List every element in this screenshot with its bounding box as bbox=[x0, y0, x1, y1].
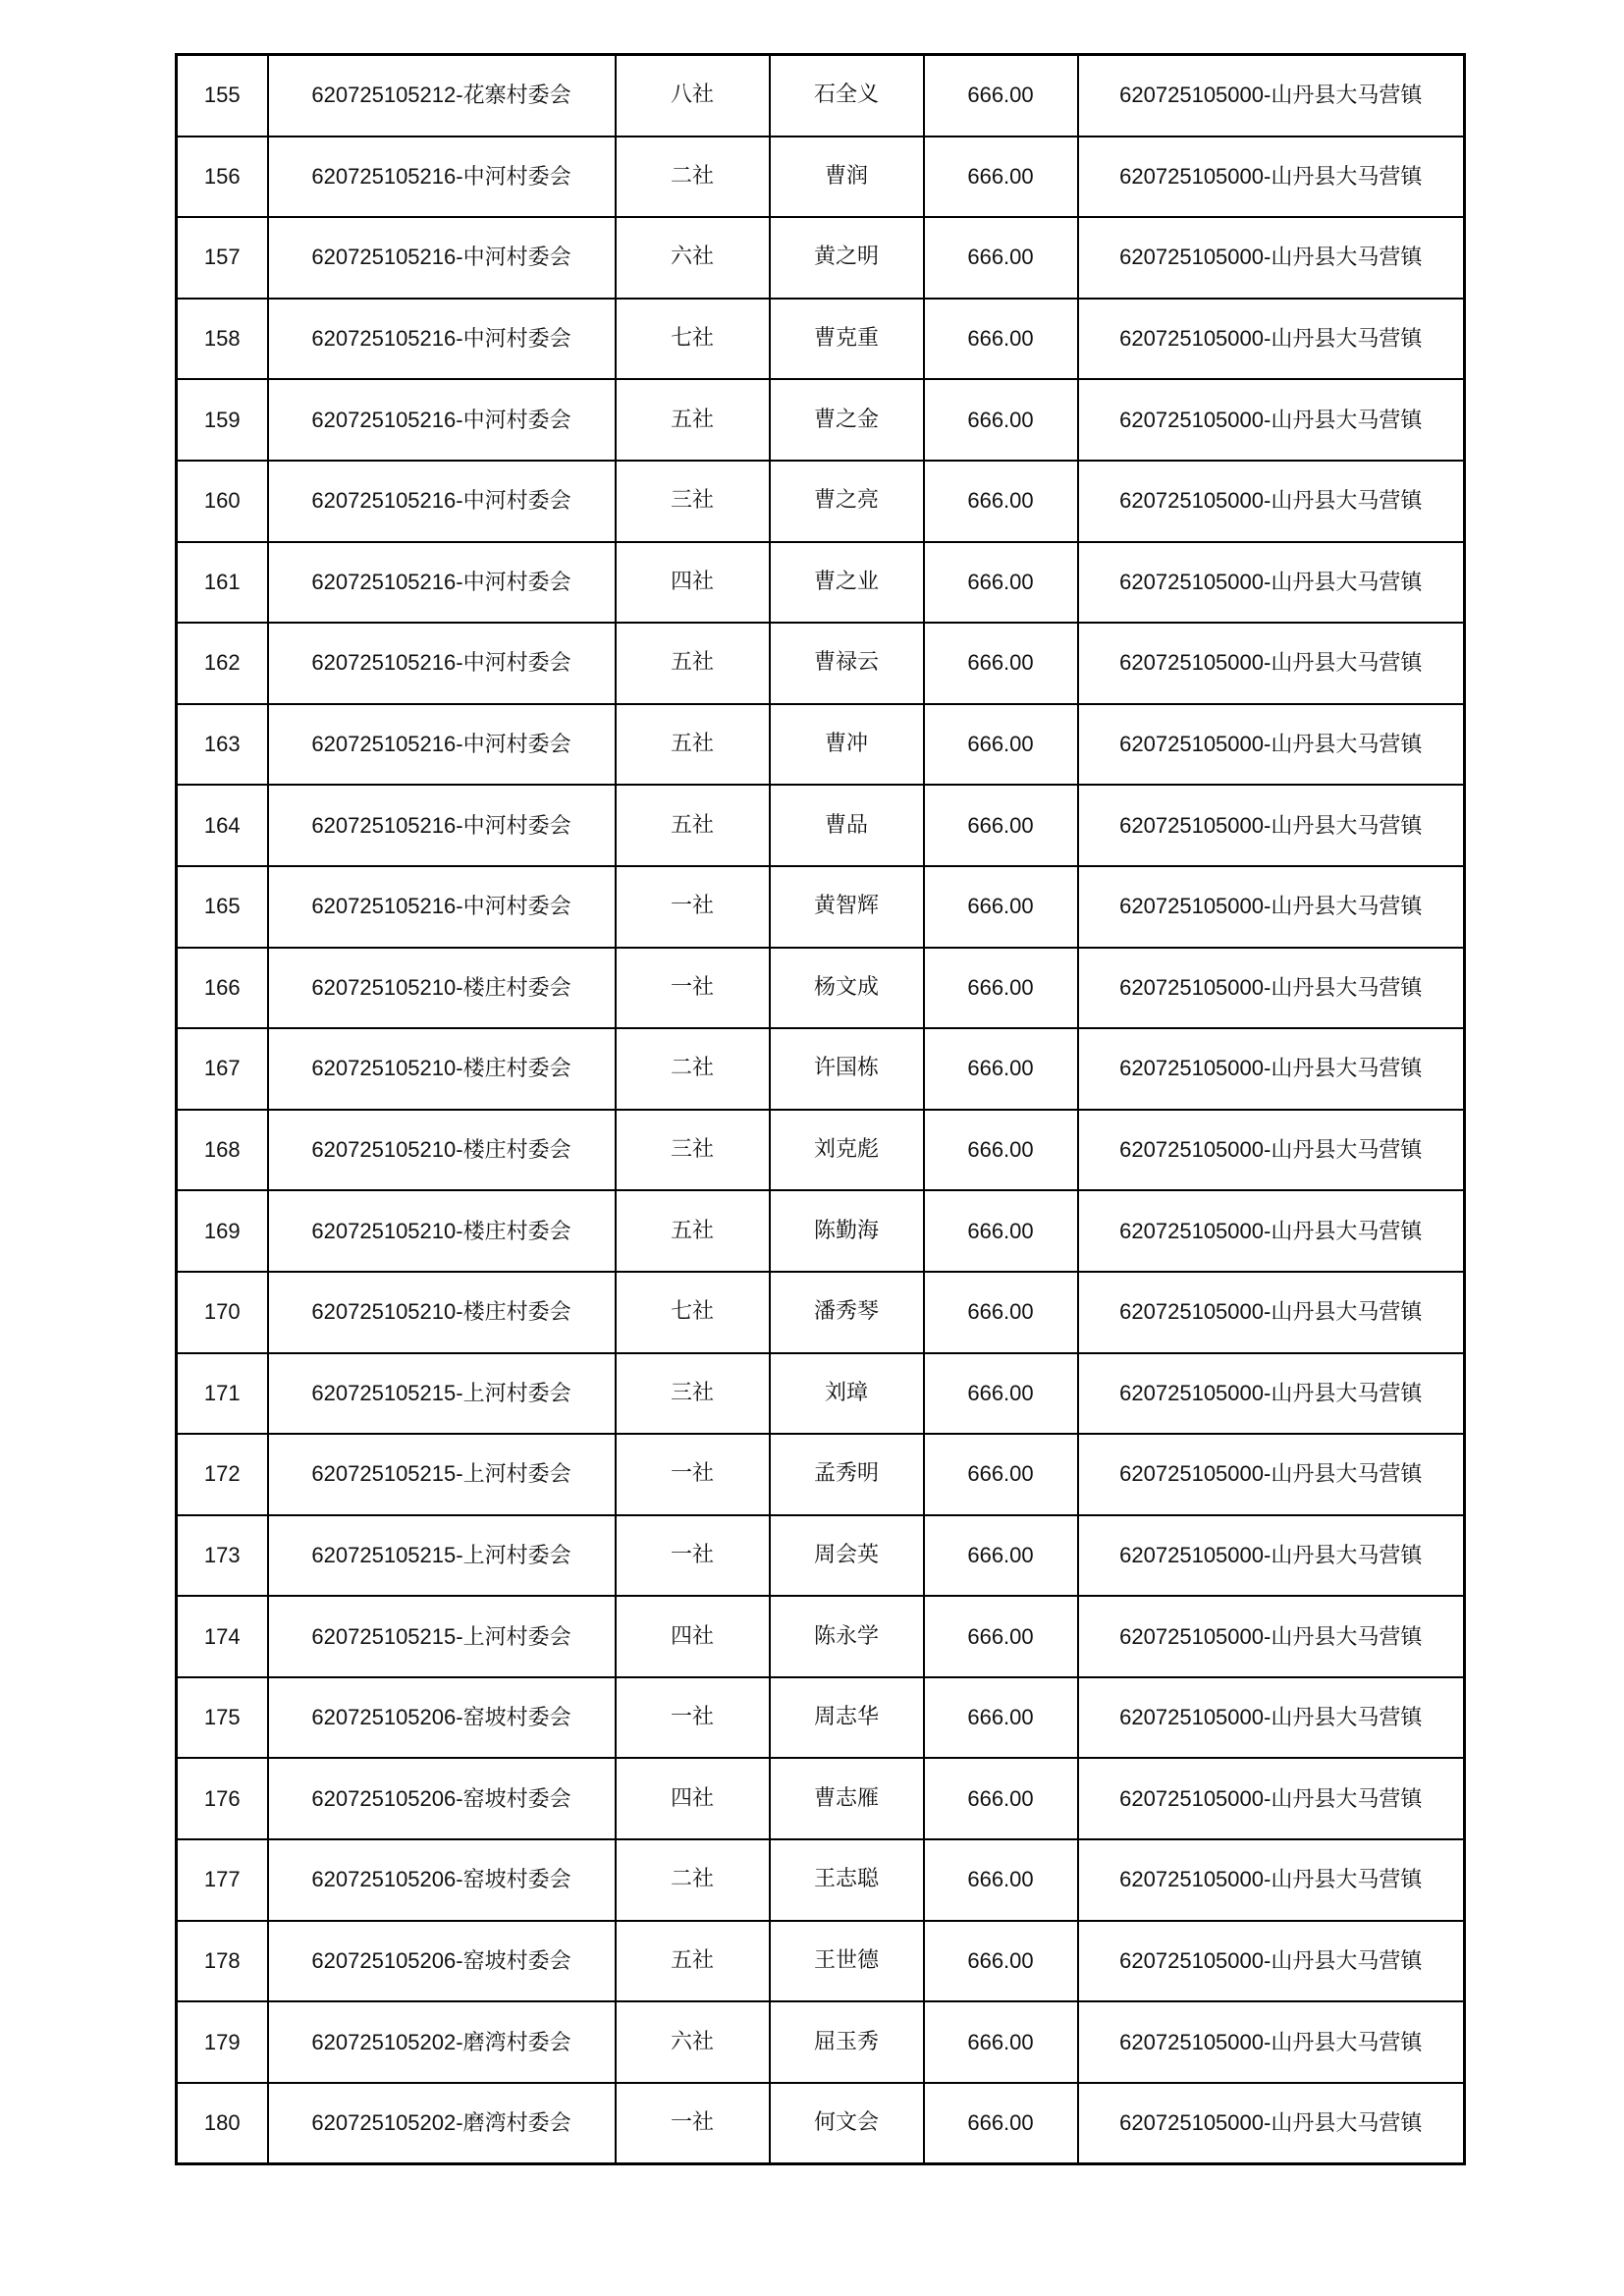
village-group-cell: 二社 bbox=[616, 137, 770, 218]
person-name-cell: 曹之金 bbox=[770, 379, 924, 461]
row-number-cell: 169 bbox=[177, 1190, 268, 1272]
township-cell: 620725105000-山丹县大马营镇 bbox=[1078, 542, 1465, 624]
township-cell: 620725105000-山丹县大马营镇 bbox=[1078, 1110, 1465, 1191]
village-committee-cell: 620725105206-窑坡村委会 bbox=[268, 1677, 616, 1759]
village-group-cell: 八社 bbox=[616, 55, 770, 137]
person-name-cell: 石全义 bbox=[770, 55, 924, 137]
person-name-cell: 黄智辉 bbox=[770, 866, 924, 948]
village-group-cell: 四社 bbox=[616, 1758, 770, 1839]
village-group-cell: 五社 bbox=[616, 1921, 770, 2002]
township-cell: 620725105000-山丹县大马营镇 bbox=[1078, 2083, 1465, 2164]
village-group-cell: 三社 bbox=[616, 461, 770, 542]
village-group-cell: 一社 bbox=[616, 1515, 770, 1597]
subsidy-amount-cell: 666.00 bbox=[924, 1596, 1078, 1677]
village-committee-cell: 620725105210-楼庄村委会 bbox=[268, 1190, 616, 1272]
table-row bbox=[177, 1110, 1465, 1191]
table-row bbox=[177, 2083, 1465, 2164]
village-committee-cell: 620725105216-中河村委会 bbox=[268, 866, 616, 948]
row-number-cell: 165 bbox=[177, 866, 268, 948]
row-number-cell: 175 bbox=[177, 1677, 268, 1759]
table-row bbox=[177, 379, 1465, 461]
row-number-cell: 163 bbox=[177, 704, 268, 786]
person-name-cell: 曹志雁 bbox=[770, 1758, 924, 1839]
village-group-cell: 五社 bbox=[616, 704, 770, 786]
township-cell: 620725105000-山丹县大马营镇 bbox=[1078, 1515, 1465, 1597]
row-number-cell: 172 bbox=[177, 1434, 268, 1515]
village-committee-cell: 620725105216-中河村委会 bbox=[268, 623, 616, 704]
village-committee-cell: 620725105216-中河村委会 bbox=[268, 461, 616, 542]
village-group-cell: 七社 bbox=[616, 1272, 770, 1353]
subsidy-amount-cell: 666.00 bbox=[924, 1677, 1078, 1759]
row-number-cell: 173 bbox=[177, 1515, 268, 1597]
township-cell: 620725105000-山丹县大马营镇 bbox=[1078, 623, 1465, 704]
table-row bbox=[177, 785, 1465, 866]
village-group-cell: 五社 bbox=[616, 623, 770, 704]
person-name-cell: 刘璋 bbox=[770, 1353, 924, 1435]
table-row bbox=[177, 542, 1465, 624]
subsidy-amount-cell: 666.00 bbox=[924, 866, 1078, 948]
person-name-cell: 屈玉秀 bbox=[770, 2001, 924, 2083]
row-number-cell: 177 bbox=[177, 1839, 268, 1921]
village-committee-cell: 620725105202-磨湾村委会 bbox=[268, 2083, 616, 2164]
subsidy-amount-cell: 666.00 bbox=[924, 623, 1078, 704]
subsidy-amount-cell: 666.00 bbox=[924, 704, 1078, 786]
table-row bbox=[177, 1839, 1465, 1921]
township-cell: 620725105000-山丹县大马营镇 bbox=[1078, 785, 1465, 866]
village-committee-cell: 620725105216-中河村委会 bbox=[268, 299, 616, 380]
person-name-cell: 陈勤海 bbox=[770, 1190, 924, 1272]
person-name-cell: 何文会 bbox=[770, 2083, 924, 2164]
person-name-cell: 曹品 bbox=[770, 785, 924, 866]
table-row bbox=[177, 1434, 1465, 1515]
row-number-cell: 180 bbox=[177, 2083, 268, 2164]
row-number-cell: 170 bbox=[177, 1272, 268, 1353]
village-committee-cell: 620725105216-中河村委会 bbox=[268, 137, 616, 218]
subsidy-amount-cell: 666.00 bbox=[924, 461, 1078, 542]
row-number-cell: 155 bbox=[177, 55, 268, 137]
subsidy-amount-cell: 666.00 bbox=[924, 2083, 1078, 2164]
village-group-cell: 六社 bbox=[616, 2001, 770, 2083]
township-cell: 620725105000-山丹县大马营镇 bbox=[1078, 866, 1465, 948]
person-name-cell: 王世德 bbox=[770, 1921, 924, 2002]
village-committee-cell: 620725105212-花寨村委会 bbox=[268, 55, 616, 137]
table-row bbox=[177, 2001, 1465, 2083]
table-row bbox=[177, 1921, 1465, 2002]
row-number-cell: 178 bbox=[177, 1921, 268, 2002]
village-group-cell: 一社 bbox=[616, 948, 770, 1029]
subsidy-amount-cell: 666.00 bbox=[924, 1353, 1078, 1435]
village-group-cell: 二社 bbox=[616, 1839, 770, 1921]
township-cell: 620725105000-山丹县大马营镇 bbox=[1078, 948, 1465, 1029]
subsidy-amount-cell: 666.00 bbox=[924, 1434, 1078, 1515]
table-row bbox=[177, 217, 1465, 299]
village-group-cell: 四社 bbox=[616, 542, 770, 624]
row-number-cell: 158 bbox=[177, 299, 268, 380]
village-committee-cell: 620725105206-窑坡村委会 bbox=[268, 1839, 616, 1921]
village-committee-cell: 620725105216-中河村委会 bbox=[268, 217, 616, 299]
row-number-cell: 156 bbox=[177, 137, 268, 218]
row-number-cell: 164 bbox=[177, 785, 268, 866]
township-cell: 620725105000-山丹县大马营镇 bbox=[1078, 1190, 1465, 1272]
person-name-cell: 许国栋 bbox=[770, 1028, 924, 1110]
township-cell: 620725105000-山丹县大马营镇 bbox=[1078, 1028, 1465, 1110]
village-group-cell: 三社 bbox=[616, 1110, 770, 1191]
village-committee-cell: 620725105202-磨湾村委会 bbox=[268, 2001, 616, 2083]
table-row bbox=[177, 704, 1465, 786]
village-group-cell: 四社 bbox=[616, 1596, 770, 1677]
table-row bbox=[177, 461, 1465, 542]
township-cell: 620725105000-山丹县大马营镇 bbox=[1078, 379, 1465, 461]
person-name-cell: 杨文成 bbox=[770, 948, 924, 1029]
table-row bbox=[177, 948, 1465, 1029]
subsidy-amount-cell: 666.00 bbox=[924, 1028, 1078, 1110]
township-cell: 620725105000-山丹县大马营镇 bbox=[1078, 1758, 1465, 1839]
village-committee-cell: 620725105210-楼庄村委会 bbox=[268, 1028, 616, 1110]
township-cell: 620725105000-山丹县大马营镇 bbox=[1078, 461, 1465, 542]
subsidy-amount-cell: 666.00 bbox=[924, 785, 1078, 866]
subsidy-amount-cell: 666.00 bbox=[924, 1758, 1078, 1839]
village-committee-cell: 620725105210-楼庄村委会 bbox=[268, 1110, 616, 1191]
township-cell: 620725105000-山丹县大马营镇 bbox=[1078, 1434, 1465, 1515]
row-number-cell: 162 bbox=[177, 623, 268, 704]
village-committee-cell: 620725105206-窑坡村委会 bbox=[268, 1921, 616, 2002]
subsidy-amount-cell: 666.00 bbox=[924, 217, 1078, 299]
subsidy-amount-cell: 666.00 bbox=[924, 1921, 1078, 2002]
village-committee-cell: 620725105210-楼庄村委会 bbox=[268, 1272, 616, 1353]
subsidy-amount-cell: 666.00 bbox=[924, 379, 1078, 461]
village-group-cell: 一社 bbox=[616, 1434, 770, 1515]
table-row bbox=[177, 1596, 1465, 1677]
village-group-cell: 七社 bbox=[616, 299, 770, 380]
village-group-cell: 五社 bbox=[616, 785, 770, 866]
row-number-cell: 168 bbox=[177, 1110, 268, 1191]
village-group-cell: 一社 bbox=[616, 866, 770, 948]
person-name-cell: 周会英 bbox=[770, 1515, 924, 1597]
row-number-cell: 167 bbox=[177, 1028, 268, 1110]
table-row bbox=[177, 1272, 1465, 1353]
village-committee-cell: 620725105206-窑坡村委会 bbox=[268, 1758, 616, 1839]
township-cell: 620725105000-山丹县大马营镇 bbox=[1078, 217, 1465, 299]
table-row bbox=[177, 1515, 1465, 1597]
township-cell: 620725105000-山丹县大马营镇 bbox=[1078, 55, 1465, 137]
person-name-cell: 周志华 bbox=[770, 1677, 924, 1759]
village-committee-cell: 620725105210-楼庄村委会 bbox=[268, 948, 616, 1029]
person-name-cell: 潘秀琴 bbox=[770, 1272, 924, 1353]
subsidy-amount-cell: 666.00 bbox=[924, 1515, 1078, 1597]
row-number-cell: 174 bbox=[177, 1596, 268, 1677]
subsidy-amount-cell: 666.00 bbox=[924, 1110, 1078, 1191]
village-committee-cell: 620725105216-中河村委会 bbox=[268, 785, 616, 866]
township-cell: 620725105000-山丹县大马营镇 bbox=[1078, 1921, 1465, 2002]
table-row bbox=[177, 1758, 1465, 1839]
row-number-cell: 161 bbox=[177, 542, 268, 624]
village-group-cell: 一社 bbox=[616, 1677, 770, 1759]
township-cell: 620725105000-山丹县大马营镇 bbox=[1078, 1272, 1465, 1353]
township-cell: 620725105000-山丹县大马营镇 bbox=[1078, 1596, 1465, 1677]
village-committee-cell: 620725105215-上河村委会 bbox=[268, 1434, 616, 1515]
row-number-cell: 159 bbox=[177, 379, 268, 461]
roster-table-body bbox=[177, 55, 1465, 2164]
row-number-cell: 171 bbox=[177, 1353, 268, 1435]
village-committee-cell: 620725105216-中河村委会 bbox=[268, 379, 616, 461]
table-row bbox=[177, 1677, 1465, 1759]
person-name-cell: 刘克彪 bbox=[770, 1110, 924, 1191]
village-committee-cell: 620725105216-中河村委会 bbox=[268, 542, 616, 624]
village-committee-cell: 620725105215-上河村委会 bbox=[268, 1515, 616, 1597]
village-group-cell: 三社 bbox=[616, 1353, 770, 1435]
person-name-cell: 王志聪 bbox=[770, 1839, 924, 1921]
township-cell: 620725105000-山丹县大马营镇 bbox=[1078, 1839, 1465, 1921]
village-group-cell: 一社 bbox=[616, 2083, 770, 2164]
township-cell: 620725105000-山丹县大马营镇 bbox=[1078, 1353, 1465, 1435]
subsidy-amount-cell: 666.00 bbox=[924, 948, 1078, 1029]
township-cell: 620725105000-山丹县大马营镇 bbox=[1078, 2001, 1465, 2083]
village-group-cell: 五社 bbox=[616, 379, 770, 461]
row-number-cell: 179 bbox=[177, 2001, 268, 2083]
table-row bbox=[177, 623, 1465, 704]
village-committee-cell: 620725105216-中河村委会 bbox=[268, 704, 616, 786]
table-row bbox=[177, 1353, 1465, 1435]
village-committee-cell: 620725105215-上河村委会 bbox=[268, 1596, 616, 1677]
person-name-cell: 曹克重 bbox=[770, 299, 924, 380]
subsidy-roster-table bbox=[175, 53, 1466, 2165]
subsidy-amount-cell: 666.00 bbox=[924, 2001, 1078, 2083]
subsidy-amount-cell: 666.00 bbox=[924, 1839, 1078, 1921]
row-number-cell: 176 bbox=[177, 1758, 268, 1839]
village-group-cell: 六社 bbox=[616, 217, 770, 299]
subsidy-amount-cell: 666.00 bbox=[924, 299, 1078, 380]
village-committee-cell: 620725105215-上河村委会 bbox=[268, 1353, 616, 1435]
person-name-cell: 曹之业 bbox=[770, 542, 924, 624]
table-row bbox=[177, 1190, 1465, 1272]
subsidy-amount-cell: 666.00 bbox=[924, 137, 1078, 218]
table-row bbox=[177, 55, 1465, 137]
table-row bbox=[177, 866, 1465, 948]
person-name-cell: 黄之明 bbox=[770, 217, 924, 299]
subsidy-amount-cell: 666.00 bbox=[924, 1190, 1078, 1272]
township-cell: 620725105000-山丹县大马营镇 bbox=[1078, 137, 1465, 218]
township-cell: 620725105000-山丹县大马营镇 bbox=[1078, 1677, 1465, 1759]
table-row bbox=[177, 299, 1465, 380]
person-name-cell: 曹之亮 bbox=[770, 461, 924, 542]
subsidy-amount-cell: 666.00 bbox=[924, 542, 1078, 624]
village-group-cell: 五社 bbox=[616, 1190, 770, 1272]
person-name-cell: 曹润 bbox=[770, 137, 924, 218]
row-number-cell: 160 bbox=[177, 461, 268, 542]
person-name-cell: 陈永学 bbox=[770, 1596, 924, 1677]
row-number-cell: 166 bbox=[177, 948, 268, 1029]
row-number-cell: 157 bbox=[177, 217, 268, 299]
township-cell: 620725105000-山丹县大马营镇 bbox=[1078, 704, 1465, 786]
person-name-cell: 曹禄云 bbox=[770, 623, 924, 704]
township-cell: 620725105000-山丹县大马营镇 bbox=[1078, 299, 1465, 380]
subsidy-amount-cell: 666.00 bbox=[924, 1272, 1078, 1353]
person-name-cell: 孟秀明 bbox=[770, 1434, 924, 1515]
village-group-cell: 二社 bbox=[616, 1028, 770, 1110]
table-row bbox=[177, 137, 1465, 218]
table-row bbox=[177, 1028, 1465, 1110]
person-name-cell: 曹冲 bbox=[770, 704, 924, 786]
subsidy-amount-cell: 666.00 bbox=[924, 55, 1078, 137]
